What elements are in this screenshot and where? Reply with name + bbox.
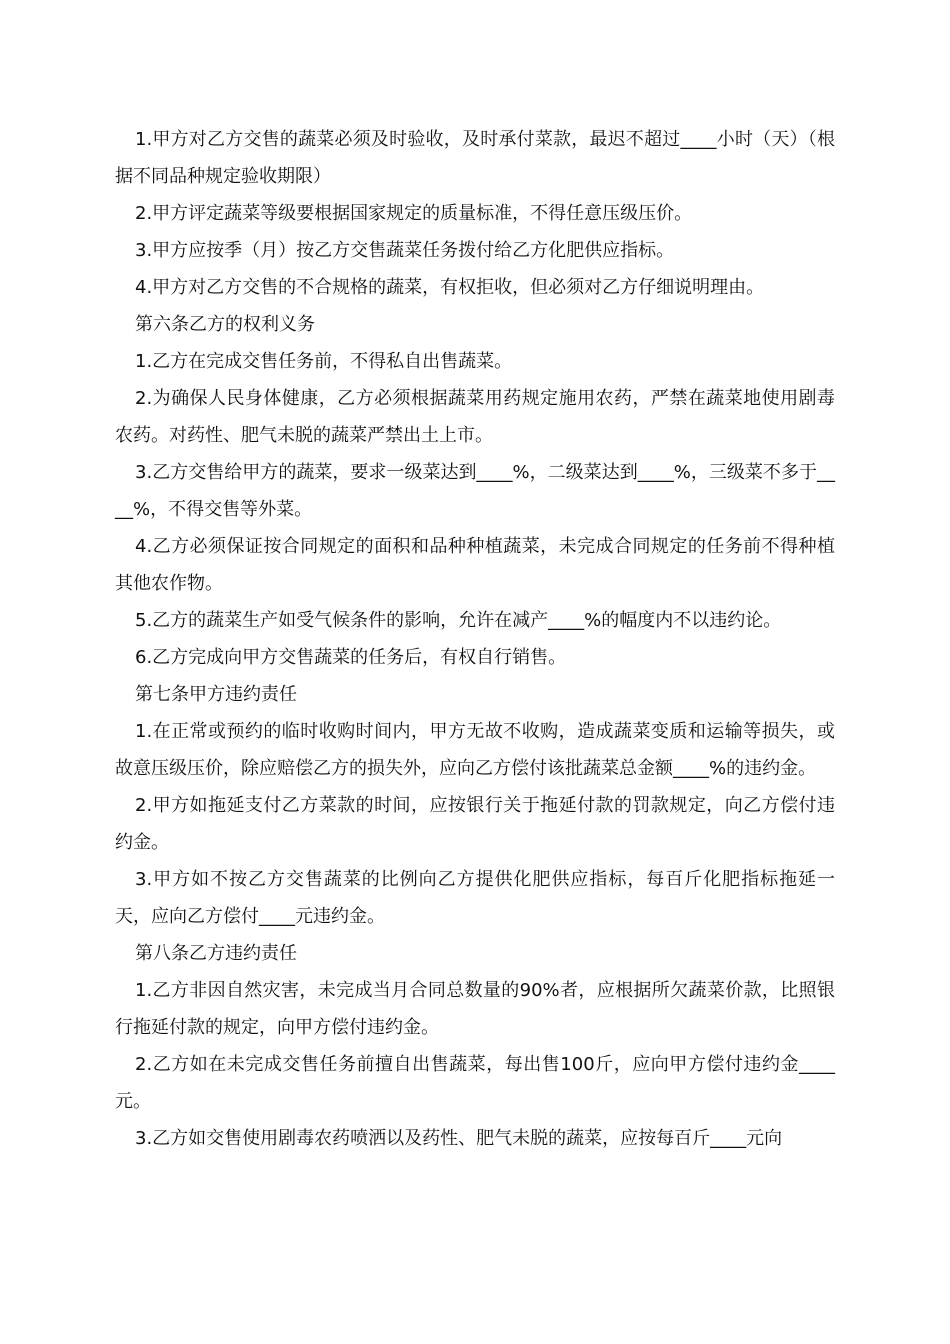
clause-paragraph: 6.乙方完成向甲方交售蔬菜的任务后，有权自行销售。 bbox=[135, 647, 567, 668]
clause-paragraph: 3.甲方应按季（月）按乙方交售蔬菜任务拨付给乙方化肥供应指标。 bbox=[135, 240, 675, 261]
clause-paragraph: 2.乙方如在未完成交售任务前擅自出售蔬菜，每出售100斤，应向甲方偿付违约金____元。 bbox=[115, 1054, 835, 1112]
clause-paragraph: 2.甲方如拖延支付乙方菜款的时间，应按银行关于拖延付款的罚款规定，向乙方偿付违约金。 bbox=[115, 795, 835, 853]
article-heading: 第八条乙方违约责任 bbox=[135, 943, 297, 964]
article-heading: 第六条乙方的权利义务 bbox=[135, 314, 315, 335]
clause-paragraph: 4.甲方对乙方交售的不合规格的蔬菜，有权拒收，但必须对乙方仔细说明理由。 bbox=[135, 277, 765, 298]
clause-paragraph: 4.乙方必须保证按合同规定的面积和品种种植蔬菜，未完成合同规定的任务前不得种植其他农作物。 bbox=[115, 536, 835, 594]
clause-paragraph: 5.乙方的蔬菜生产如受气候条件的影响，允许在减产____%的幅度内不以违约论。 bbox=[135, 610, 782, 631]
clause-paragraph: 3.乙方交售给甲方的蔬菜，要求一级菜达到____%，二级菜达到____%，三级菜不多于____%，不得交售等外菜。 bbox=[115, 462, 835, 520]
clause-paragraph: 3.甲方如不按乙方交售蔬菜的比例向乙方提供化肥供应指标，每百斤化肥指标拖延一天，应向乙方偿付____元违约金。 bbox=[115, 869, 835, 927]
clause-paragraph: 1.乙方在完成交售任务前，不得私自出售蔬菜。 bbox=[135, 351, 513, 372]
clause-paragraph: 2.为确保人民身体健康，乙方必须根据蔬菜用药规定施用农药，严禁在蔬菜地使用剧毒农药。对药性、肥气未脱的蔬菜严禁出土上市。 bbox=[115, 388, 835, 446]
clause-paragraph: 1.乙方非因自然灾害，未完成当月合同总数量的90%者，应根据所欠蔬菜价款，比照银行拖延付款的规定，向甲方偿付违约金。 bbox=[115, 980, 835, 1038]
document-body bbox=[115, 121, 835, 1157]
article-heading: 第七条甲方违约责任 bbox=[135, 684, 297, 705]
clause-paragraph: 1.在正常或预约的临时收购时间内，甲方无故不收购，造成蔬菜变质和运输等损失，或故意压级压价，除应赔偿乙方的损失外，应向乙方偿付该批蔬菜总金额____%的违约金。 bbox=[115, 721, 835, 779]
clause-paragraph: 1.甲方对乙方交售的蔬菜必须及时验收，及时承付菜款，最迟不超过____小时（天）（根据不同品种规定验收期限） bbox=[115, 129, 835, 187]
clause-paragraph: 3.乙方如交售使用剧毒农药喷洒以及药性、肥气未脱的蔬菜，应按每百斤____元向 bbox=[135, 1128, 783, 1149]
clause-paragraph: 2.甲方评定蔬菜等级要根据国家规定的质量标准，不得任意压级压价。 bbox=[135, 203, 693, 224]
